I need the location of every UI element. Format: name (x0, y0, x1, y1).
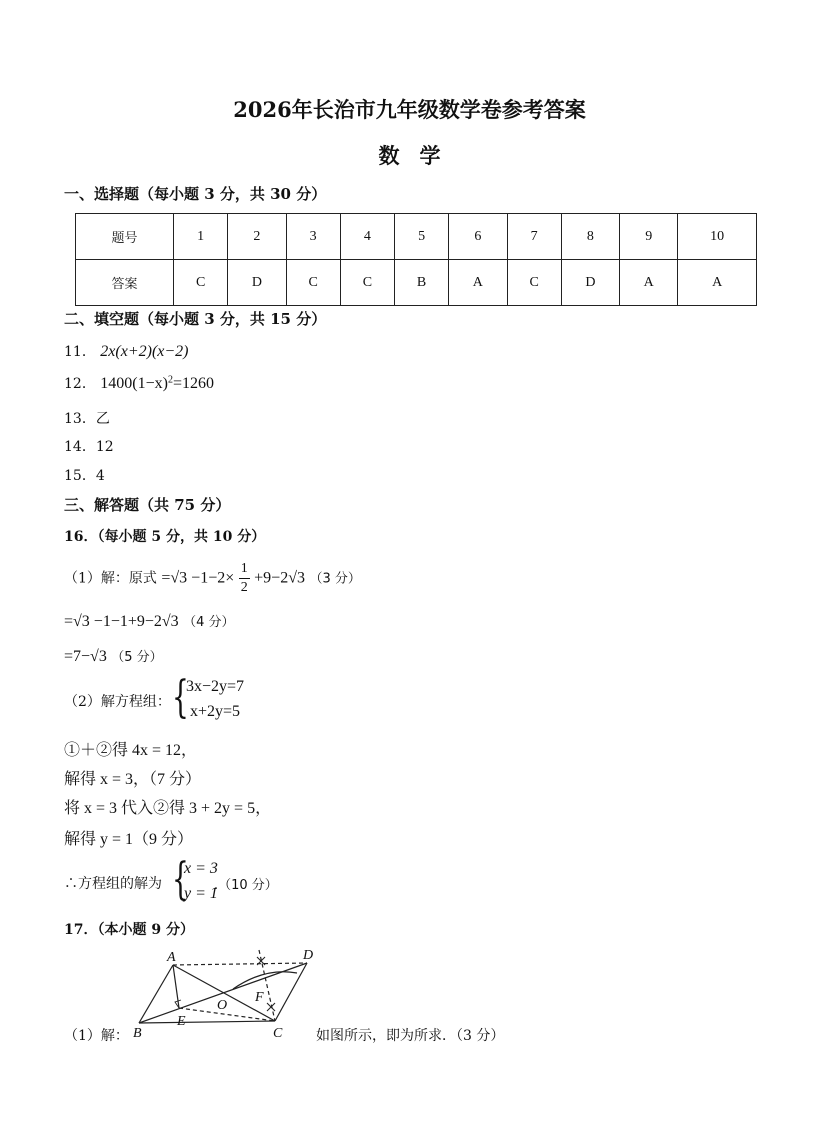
final-eq2: y = 1 (184, 885, 218, 902)
table-row-numbers (76, 214, 757, 260)
label-F: F (255, 990, 264, 1005)
table-cell: 1 (174, 214, 228, 260)
answer-expression: 2x(x+2)(x−2) (100, 343, 189, 360)
answer-12 (64, 373, 214, 393)
row-label-number: 题号 (76, 214, 174, 260)
final-label: ∴方程组的解为 (64, 876, 162, 892)
table-cell: 4 (340, 214, 394, 260)
label-A: A (167, 950, 176, 965)
score-note: （4 分） (183, 615, 235, 630)
answer-11 (64, 341, 189, 361)
solution-step2: 解得 x = 3，（7 分） (64, 771, 202, 788)
q16-1-line2 (64, 611, 235, 631)
table-cell: 2 (228, 214, 286, 260)
table-cell: C (340, 260, 394, 306)
question-number: 12． (64, 376, 96, 392)
solution-step1: ①＋②得 4x = 12， (64, 742, 198, 759)
geometry-figure (125, 945, 325, 1045)
table-cell: C (286, 260, 340, 306)
answer-expression: 1400(1−x) (100, 375, 168, 392)
final-eq1: x = 3 (184, 860, 218, 877)
expression: +9−2√3 (254, 569, 305, 587)
solution-step4: 解得 y = 1（9 分） (64, 831, 194, 848)
table-cell: 10 (678, 214, 757, 260)
fraction-denominator: 2 (240, 580, 248, 595)
section1-heading: 一、选择题（每小题 3 分，共 30 分） (64, 185, 327, 203)
q16-1-line3 (64, 646, 163, 666)
table-cell: 3 (286, 214, 340, 260)
fraction-numerator: 1 (239, 560, 250, 579)
page-subtitle: 数学 (378, 143, 461, 168)
table-cell: C (507, 260, 561, 306)
answer-15: 15．4 (64, 468, 105, 484)
table-cell: D (228, 260, 286, 306)
left-brace: { (172, 672, 189, 723)
expression: =7−√3 (64, 648, 107, 665)
table-row-answers (76, 260, 757, 306)
row-label-answer: 答案 (76, 260, 174, 306)
q16-1-line1 (64, 560, 361, 597)
q16-2-label: （2）解方程组： (64, 694, 171, 710)
q16-heading: 16．（每小题 5 分，共 10 分） (64, 529, 266, 545)
answer-expression-rhs: =1260 (172, 375, 214, 392)
label-E: E (177, 1014, 186, 1029)
question-number: 11． (64, 344, 96, 360)
q17-1-text: 如图所示，即为所求．（3 分） (316, 1028, 505, 1044)
table-cell: C (174, 260, 228, 306)
table-cell: D (561, 260, 619, 306)
solution-step3: 将 x = 3 代入②得 3 + 2y = 5， (64, 800, 272, 817)
table-cell: 8 (561, 214, 619, 260)
page-title: 2026年长治市九年级数学卷参考答案 (233, 97, 586, 122)
score-note: （5 分） (111, 650, 163, 665)
segment-AB (139, 965, 173, 1023)
segment-AD-dashed (173, 963, 307, 965)
left-brace: { (172, 854, 189, 905)
section2-heading: 二、填空题（每小题 3 分，共 15 分） (64, 310, 327, 328)
expression: =√3 −1−1+9−2√3 (64, 613, 179, 630)
q17-1-label: （1）解： (64, 1028, 129, 1044)
q16-1-label: （1）解：原式 (64, 570, 157, 587)
expression: =√3 −1−2× (161, 569, 235, 587)
table-cell: B (394, 260, 448, 306)
table-cell: 5 (394, 214, 448, 260)
system-eq1: 3x−2y=7 (186, 678, 245, 695)
segment-BC (139, 1021, 275, 1023)
table-cell: A (620, 260, 678, 306)
label-B: B (133, 1026, 142, 1041)
label-O: O (217, 998, 228, 1013)
table-cell: A (678, 260, 757, 306)
table-cell: 9 (620, 214, 678, 260)
answer-table (75, 213, 757, 306)
score-note: .（10 分） (214, 878, 278, 893)
exponent: 2 (167, 374, 173, 386)
label-C: C (273, 1026, 283, 1041)
q17-heading: 17．（本小题 9 分） (64, 922, 194, 938)
label-D: D (303, 948, 314, 963)
answer-13: 13．乙 (64, 411, 110, 427)
section3-heading: 三、解答题（共 75 分） (64, 496, 231, 514)
score-note: （3 分） (309, 571, 361, 587)
table-cell: 6 (449, 214, 507, 260)
table-cell: 7 (507, 214, 561, 260)
table-cell: A (449, 260, 507, 306)
system-eq2: x+2y=5 (190, 703, 241, 720)
answer-14: 14．12 (64, 439, 114, 455)
fraction (239, 560, 250, 597)
